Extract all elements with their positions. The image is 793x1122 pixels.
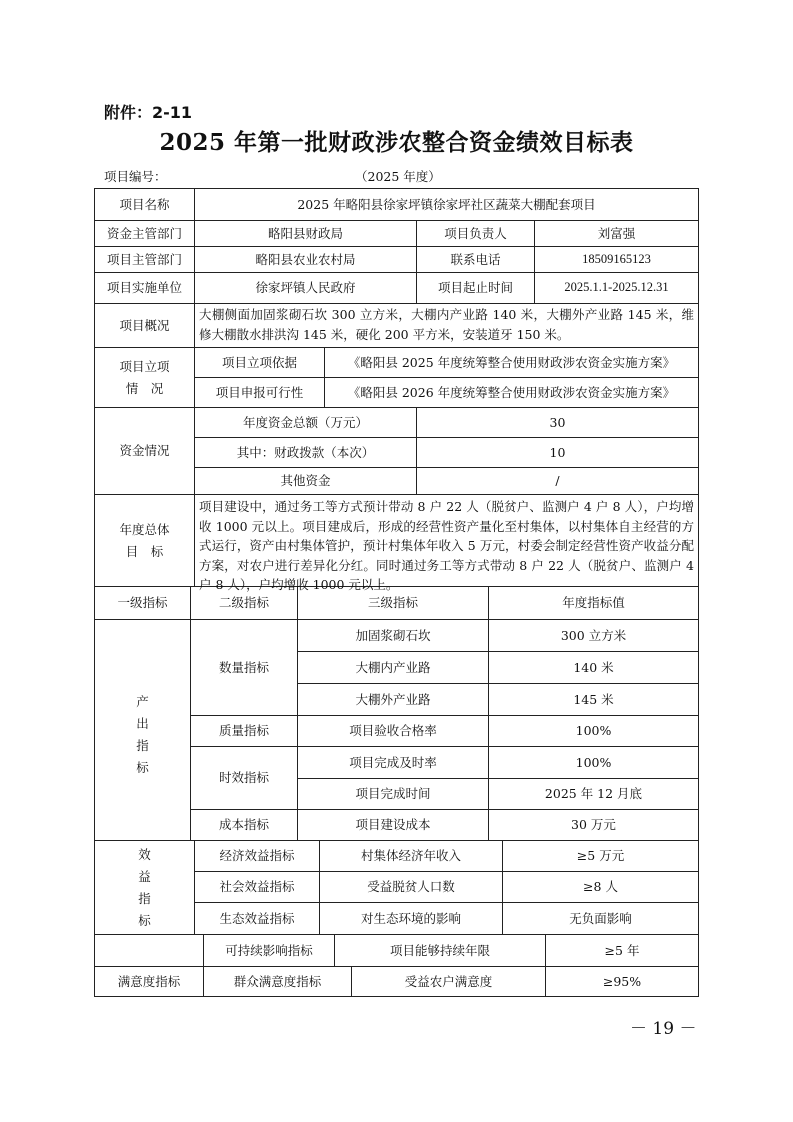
table-row-q2-name: 大棚内产业路 (355, 659, 431, 675)
page-title: 2025 年第一批财政涉农整合资金绩效目标表 (159, 129, 634, 156)
table-row-econ-value: ≥5 万元 (576, 848, 625, 864)
table-row-econ-name: 村集体经济年收入 (360, 848, 461, 864)
table-row-social-value: ≥8 人 (583, 879, 618, 895)
phone-value: 18509165123 (582, 251, 651, 266)
period-value: 2025.1.1-2025.12.31 (564, 280, 669, 295)
overview-text: 大棚侧面加固浆砌石坎 300 立方米，大棚内产业路 140 米，大棚外产业路 145 米，维修大棚散水排洪沟 145 米，硬化 200 平方米，安装道牙 150 米。 (199, 307, 694, 342)
funds-fiscal-value: 10 (549, 444, 566, 460)
feasibility-value: 《略阳县 2026 年度统筹整合使用财政涉农资金实施方案》 (347, 384, 676, 400)
table-row-sustain-name: 项目能够持续年限 (389, 942, 490, 958)
benefit-char-3: 指 (138, 890, 151, 906)
table-row-cost-value: 30 万元 (571, 817, 616, 833)
col-level3: 三级指标 (367, 595, 418, 611)
goal-label-line1: 年度总体 (119, 521, 170, 537)
goal-label-line2: 目 标 (125, 543, 164, 559)
fiscal-year: （2025 年度） (355, 169, 441, 184)
satisfaction-indicator: 满意度指标 (117, 973, 181, 989)
table-row-eco-name: 对生态环境的影响 (360, 910, 461, 926)
approval-label-line2: 情 况 (125, 380, 164, 396)
table-row-t1-name: 项目完成及时率 (349, 754, 437, 770)
project-name-value: 2025 年略阳县徐家坪镇徐家坪社区蔬菜大棚配套项目 (297, 196, 596, 212)
funds-total-value: 30 (549, 414, 566, 430)
benefit-char-4: 标 (138, 912, 151, 928)
cost-indicator: 成本指标 (218, 817, 269, 833)
table-row-t2-name: 项目完成时间 (355, 786, 431, 802)
quality-indicator: 质量指标 (218, 723, 269, 739)
table-row-quality-name: 项目验收合格率 (349, 723, 437, 739)
fund-dept-value: 略阳县财政局 (267, 225, 343, 241)
feasibility-label: 项目申报可行性 (215, 384, 304, 400)
approval-basis-value: 《略阳县 2025 年度统筹整合使用财政涉农资金实施方案》 (347, 354, 676, 370)
eco-indicator: 生态效益指标 (219, 910, 295, 926)
period-label: 项目起止时间 (437, 280, 513, 296)
project-number-label: 项目编号： (104, 169, 167, 184)
table-row-q1-name: 加固浆砌石坎 (355, 627, 431, 643)
impl-unit-label: 项目实施单位 (106, 280, 182, 296)
overview-label: 项目概况 (119, 317, 170, 333)
table-row-crowd-value: ≥95% (602, 973, 642, 989)
table-row-eco-value: 无负面影响 (569, 910, 632, 926)
proj-dept-label: 项目主管部门 (106, 251, 182, 267)
impl-unit-value: 徐家坪镇人民政府 (255, 280, 356, 296)
funds-fiscal-label: 其中：财政拨款（本次） (236, 444, 375, 460)
goal-label (95, 495, 194, 586)
attachment-number: 附件：2-11 (104, 103, 193, 122)
leader-value: 刘富强 (597, 225, 636, 241)
table-row-sustain-value: ≥5 年 (604, 942, 640, 958)
benefit-char-1: 效 (138, 846, 151, 862)
col-annual-value: 年度指标值 (562, 595, 625, 611)
output-char-4: 标 (136, 760, 149, 775)
table-row-q1-value: 300 立方米 (560, 627, 627, 643)
output-char-1: 产 (136, 694, 149, 709)
fund-dept-label: 资金主管部门 (106, 225, 182, 241)
approval-basis-label: 项目立项依据 (221, 354, 297, 370)
goal-text: 项目建设中，通过务工等方式预计带动 8 户 22 人（脱贫户、监测户 4 户 8 人），户均增收 1000 元以上。项目建成后，形成的经营性资产量化至村集体，以村集体自主经营的方式运行，资产由村集体管护，预计村集体年收入 5 万元，村委会制定经营性资产收益分配方案，对农户进行差异化分红。同时通过务工等方式带动 8 户 22 人（脱贫户、监测户 4 户 8 人），户均增收 1000 元以上。 (199, 499, 694, 592)
table-row-quality-value: 100% (575, 723, 612, 739)
approval-label (95, 348, 194, 407)
page-number: － 19 － (630, 1019, 697, 1039)
funds-label: 资金情况 (119, 443, 170, 459)
leader-label: 项目负责人 (444, 225, 507, 241)
table-row-crowd-name: 受益农户满意度 (404, 973, 493, 989)
output-indicator-label (95, 620, 190, 840)
table-row-q3-value: 145 米 (573, 691, 614, 707)
benefit-indicator-label (95, 841, 194, 934)
crowd-satisfaction-indicator: 群众满意度指标 (233, 973, 322, 989)
table-row-q3-name: 大棚外产业路 (355, 691, 431, 707)
output-char-2: 出 (136, 716, 149, 731)
econ-indicator: 经济效益指标 (219, 848, 295, 864)
benefit-char-2: 益 (138, 868, 151, 884)
output-char-3: 指 (136, 738, 149, 753)
timeliness-indicator: 时效指标 (218, 770, 269, 786)
table-row-t1-value: 100% (575, 754, 612, 770)
project-name-label: 项目名称 (119, 196, 170, 212)
phone-label: 联系电话 (450, 251, 501, 267)
approval-label-line1: 项目立项 (119, 358, 170, 374)
quantity-indicator: 数量指标 (218, 659, 269, 675)
funds-other-label: 其他资金 (280, 473, 331, 489)
funds-total-label: 年度资金总额（万元） (242, 414, 368, 430)
proj-dept-value: 略阳县农业农村局 (255, 251, 356, 267)
table-row-t2-value: 2025 年 12 月底 (544, 786, 643, 802)
funds-other-value: / (555, 473, 560, 489)
table-row-cost-name: 项目建设成本 (355, 817, 431, 833)
table-row-q2-value: 140 米 (573, 659, 614, 675)
col-level1: 一级指标 (117, 595, 168, 611)
table-row-social-name: 受益脱贫人口数 (367, 879, 455, 895)
sustain-indicator: 可持续影响指标 (225, 942, 313, 958)
social-indicator: 社会效益指标 (219, 879, 295, 895)
col-level2: 二级指标 (218, 595, 269, 611)
